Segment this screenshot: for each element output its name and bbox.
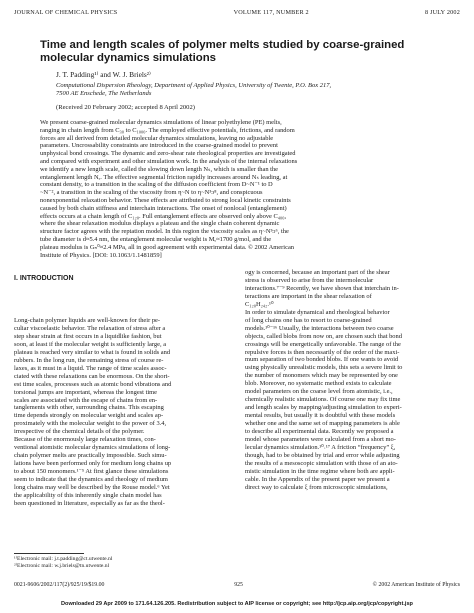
- abstract-line: ranging in chain length from C₃₀ to C₁₀₀₀. The employed effective potentials, frictions, and random: [40, 126, 295, 134]
- body-text-line: scales are associated with the escape of chains from en-: [14, 396, 158, 404]
- body-text-line: interactions.⁷⁻⁹ Recently, we have shown that interchain in-: [245, 284, 399, 292]
- abstract-line: parameters. Uncrossability constraints are introduced in the coarse-grained model to prevent: [40, 142, 278, 150]
- body-text-line: rubbers. In the long run, the remaining stress of course re-: [14, 356, 164, 364]
- body-text-line: tanglements with other, surrounding chains. This escaping: [14, 404, 164, 412]
- body-text-line: soon, at least if the molecular weight is sufficiently large, a: [14, 340, 167, 348]
- body-text-line: model parameters on the coarse level from atomistic, i.e.,: [245, 388, 393, 396]
- body-text-line: the results of a mesoscopic simulation with those of an ato-: [245, 459, 398, 467]
- abstract-line: unphysical bond crossings. The dynamic and zero-shear rate rheological properties are investigated: [40, 150, 296, 158]
- body-text-line: In order to simulate dynamical and rheological behavior: [245, 308, 390, 316]
- affiliation-line: 7500 AE Enschede, The Netherlands: [56, 90, 152, 97]
- body-text-line: been questioned in literature, especially as far as the theol-: [14, 499, 165, 507]
- body-text-line: plateau is reached very similar to what is found in solids and: [14, 348, 171, 356]
- abstract-line: ~N⁻², a transition in the scaling of the viscosity from η~N to η~N³ᴐ⁸, and conspicuous: [40, 189, 263, 197]
- body-text-line: lecular dynamics simulation.¹⁰˒¹⁷ A friction “frequency” ξ,: [245, 443, 396, 451]
- body-text-line: chemically realistic simulations. Of course one may fix time: [245, 396, 401, 404]
- abstract-line: nonexponential relaxation behavior. These effects are attributed to strong local kinetic constraints: [40, 196, 291, 204]
- abstract-line: and compared with experiment and other simulation work. In the analysis of the internal relaxations: [40, 157, 298, 165]
- body-text-line: the number of monomers which may be represented by one: [245, 372, 398, 380]
- affiliation-line: Computational Dispersion Rheology, Department of Applied Physics, University of Twente, P.O. Box 217,: [56, 82, 332, 89]
- body-text-line: to describe all experimental data. Recently we proposed a: [245, 428, 394, 436]
- issn-code: 0021-9606/2002/117(2)/925/19/$19.00: [14, 582, 105, 588]
- body-text-line: ciated with these relaxations can be enormous. On the short-: [14, 372, 170, 380]
- left-column: [14, 317, 227, 508]
- running-header: [14, 9, 460, 16]
- title-line: molecular dynamics simulations: [40, 52, 216, 64]
- body-text-line: time depends strongly on molecular weight and scales ap-: [14, 412, 164, 420]
- footnote-rule: [14, 553, 84, 554]
- section-heading: I. INTRODUCTION: [14, 275, 74, 282]
- body-text-line: Because of the enormously large relaxation times, con-: [14, 436, 156, 444]
- body-text-line: C₁₂₀H₂₄₂.¹⁰: [245, 300, 274, 308]
- author-list: J. T. Padding¹⁾ and W. J. Briels²⁾: [56, 70, 151, 79]
- article-title: [40, 39, 440, 65]
- body-text-line: long chains may well be described by the Rouse model.⁶ Yet: [14, 484, 170, 492]
- body-text-line: the applicability of this inherently single chain model has: [14, 491, 162, 499]
- copyright: © 2002 American Institute of Physics: [372, 582, 460, 588]
- body-text-line: mistic simulation in the time regime where both are appli-: [245, 467, 395, 475]
- body-text-line: models.¹⁰⁻¹⁶ Usually, the interactions between two coarse: [245, 324, 394, 332]
- body-text-line: lations have been performed only for medium long chains up: [14, 460, 172, 468]
- body-text-line: though, had to be obtained by trial and error while adjusting: [245, 451, 400, 459]
- body-text-line: torsional jumps are important, whereas the longest time: [14, 388, 158, 396]
- page-number: 925: [234, 582, 243, 588]
- abstract-line: We present coarse-grained molecular dynamics simulations of linear polyethylene (PE) melts,: [40, 119, 282, 126]
- received-dates: (Received 20 February 2002; accepted 8 April 2002): [56, 104, 195, 111]
- body-text-line: laxes, as it must in a liquid. The range of time scales assoc-: [14, 364, 167, 372]
- page-footer: [14, 582, 460, 588]
- abstract-line: forces are all derived from detailed molecular dynamics simulations, leaving no adjustable: [40, 134, 274, 142]
- body-text-line: direct way to calculate ξ from microscopic simulations,: [245, 483, 388, 491]
- body-text-line: ogy is concerned, because an important part of the shear: [245, 269, 390, 276]
- body-text-line: whether one and the same set of mapping parameters is able: [245, 420, 400, 428]
- abstract-line: plateau modulus is Gₙ⁰≈2.4 MPa, all in good agreement with experimental data. © 2002 American: [40, 243, 295, 251]
- abstract-line: constant density, to a transition in the scaling of the diffusion coefficient from D~N⁻¹ to D: [40, 181, 273, 189]
- abstract-line: Institute of Physics. [DOI: 10.1063/1.1481859]: [40, 251, 162, 259]
- body-text-line: and length scales by mapping/adjusting simulation to experi-: [245, 404, 402, 412]
- abstract-line: caused by both chain stiffness and interchain interactions. The onset of nonlocal (entanglement): [40, 204, 287, 212]
- abstract-line: where the shear relaxation modulus displays a plateau and the single chain coherent dynamic: [40, 220, 280, 228]
- abstract-line: tube diameter is d≈5.4 nm, the entanglement molecular weight is Mₑ≈1700 g/mol, and the: [40, 235, 272, 243]
- abstract-line: entanglement length Nₑ. The effective segmental friction rapidly increases around Nₛ leading, at: [40, 173, 288, 181]
- body-text-line: crossings will be energetically unfavorable. The range of the: [245, 340, 401, 348]
- body-text-line: ventional atomistic molecular dynamics simulations of long-: [14, 444, 171, 452]
- body-text-line: repulsive forces is then necessarily of the order of the maxi-: [245, 348, 400, 356]
- body-text-line: seem to indicate that the dynamics and rheology of medium: [14, 476, 168, 484]
- body-text-line: step shear strain at first occurs in a liquidlike fashion, but: [14, 332, 162, 340]
- title-line: Time and length scales of polymer melts studied by coarse-grained: [40, 39, 405, 51]
- download-notice: Downloaded 29 Apr 2009 to 171.64.126.205. Redistribution subject to AIP license or copyright; see http://jcp.aip.org/jcp/copyright.jsp: [61, 601, 413, 607]
- abstract: [40, 119, 440, 259]
- body-text-line: culiar viscoelastic behavior. The relaxation of stress after a: [14, 324, 166, 332]
- body-text-line: teractions are important in the shear relaxation of: [245, 292, 372, 300]
- abstract-line: we identify a new length scale, called the slowing down length Nₛ, which is smaller than the: [40, 165, 279, 173]
- footnotes: [14, 556, 112, 570]
- footnote-email-1: ¹⁾Electronic mail: j.t.padding@ct.utwente.nl: [14, 556, 113, 562]
- body-text-line: model whose parameters were calculated from a short mo-: [245, 436, 396, 444]
- body-text-line: est time scales, processes such as atomic bond vibrations and: [14, 380, 172, 388]
- body-text-line: cable. In the Appendix of the present paper we present a: [245, 475, 390, 483]
- body-text-line: mum separation of two bonded blobs. If one wants to avoid: [245, 356, 399, 364]
- journal-name: JOURNAL OF CHEMICAL PHYSICS: [14, 9, 118, 16]
- affiliation: [56, 82, 426, 98]
- body-text-line: irrespective of the chemical details of the polymer.: [14, 428, 145, 436]
- volume-number: VOLUME 117, NUMBER 2: [233, 9, 309, 16]
- abstract-line: structure factor agrees with the reptation model. In this region the viscosity scales as η~N³ᴐ⁶, the: [40, 228, 289, 236]
- body-text-line: objects, called blobs from now on, are chosen such that bond: [245, 332, 402, 340]
- abstract-line: effects occurs at a chain length of C₁₂₀. Full entanglement effects are observed only above C₄₀₀,: [40, 212, 287, 220]
- body-text-line: to about 150 monomers.¹⁻⁵ At first glance these simulations: [14, 468, 169, 476]
- body-text-line: mental results, but usually it is doubtful with these models: [245, 412, 396, 420]
- body-text-line: proximately with the molecular weight to the power of 3.4,: [14, 420, 167, 428]
- right-column: [245, 269, 458, 492]
- body-text-line: using physically unrealistic models, this sets a severe limit to: [245, 364, 403, 372]
- body-text-line: Long-chain polymer liquids are well-known for their pe-: [14, 317, 161, 324]
- body-text-line: blob. Moreover, no systematic method exists to calculate: [245, 380, 392, 388]
- body-text-line: chain polymer melts are practically impossible. Such simu-: [14, 452, 167, 460]
- footnote-email-2: ²⁾Electronic mail: w.j.briels@tn.utwente.nl: [14, 563, 110, 569]
- body-text-line: stress is observed to arise from the intermolecular: [245, 276, 374, 284]
- issue-date: 8 JULY 2002: [424, 9, 460, 16]
- body-text-line: of long chains one has to resort to coarse-grained: [245, 316, 372, 324]
